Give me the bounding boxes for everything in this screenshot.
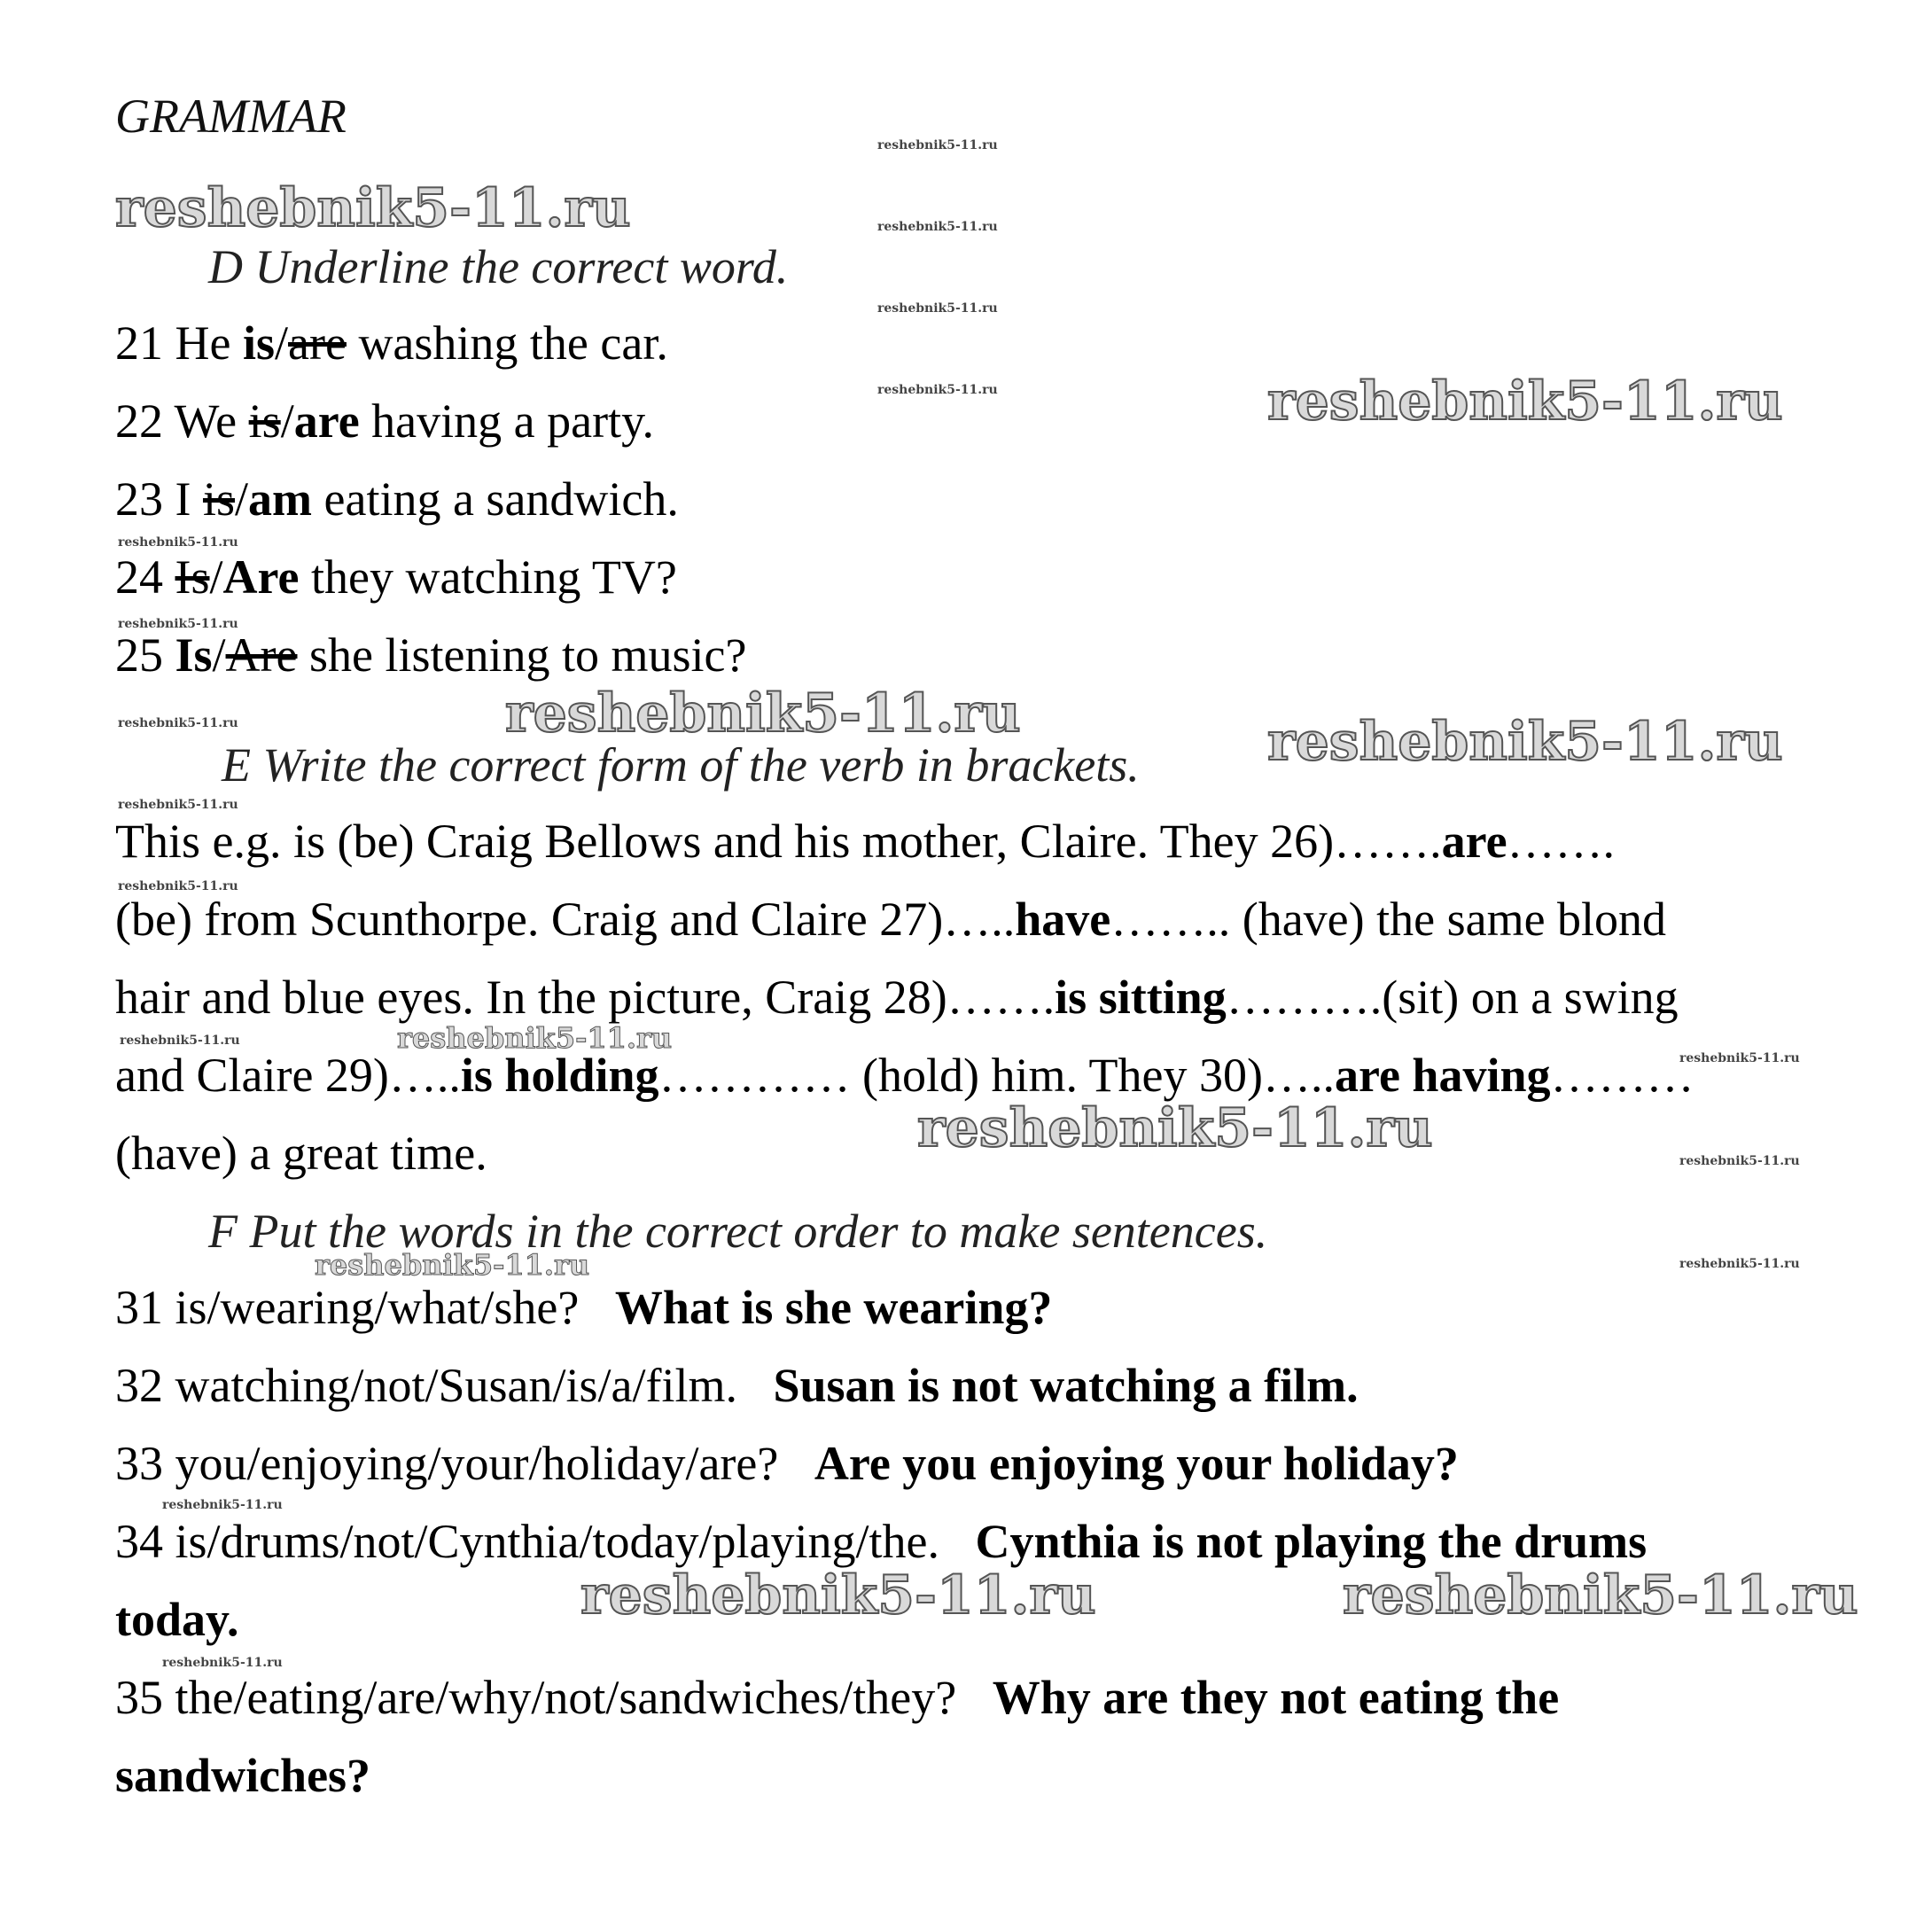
- page-title: GRAMMAR: [115, 90, 347, 143]
- item-number: 24: [115, 550, 163, 604]
- text-run: This e.g. is (be) Craig Bellows and his mother, Claire. They 26)…….: [115, 815, 1442, 868]
- watermark: reshebnik5-11.ru: [580, 1564, 1096, 1626]
- watermark: reshebnik5-11.ru: [877, 301, 998, 316]
- paragraph-line: [115, 1049, 1694, 1102]
- watermark: reshebnik5-11.ru: [118, 617, 238, 631]
- watermark: reshebnik5-11.ru: [315, 1248, 590, 1282]
- watermark: reshebnik5-11.ru: [118, 716, 238, 730]
- paragraph-line: [115, 893, 1667, 946]
- text-run: and Claire 29)…..: [115, 1049, 461, 1102]
- item-prefix: We: [174, 394, 238, 448]
- answer-text: are having: [1334, 1049, 1551, 1102]
- answer-text: have: [1015, 893, 1111, 946]
- option-separator: /: [235, 472, 249, 526]
- watermark: reshebnik5-11.ru: [1267, 711, 1783, 773]
- correct-option: are: [293, 394, 360, 448]
- correct-option: Is: [175, 628, 213, 682]
- section-e-instruction: E Write the correct form of the verb in brackets.: [222, 738, 1140, 792]
- answer-text: is holding: [460, 1049, 659, 1102]
- watermark: reshebnik5-11.ru: [505, 683, 1021, 745]
- watermark: reshebnik5-11.ru: [877, 138, 998, 152]
- watermark: reshebnik5-11.ru: [397, 1021, 673, 1055]
- question-text: 33 you/enjoying/your/holiday/are?: [115, 1437, 779, 1490]
- question-text: 34 is/drums/not/Cynthia/today/playing/the.: [115, 1515, 939, 1568]
- item-rest: she listening to music?: [309, 628, 747, 682]
- answer-text: today.: [115, 1593, 239, 1646]
- text-run: ……….(sit) on a swing: [1226, 971, 1679, 1024]
- answer-text: is sitting: [1055, 971, 1227, 1024]
- text-run: …….: [1507, 815, 1616, 868]
- watermark: reshebnik5-11.ru: [162, 1656, 283, 1670]
- answer-text: Are you enjoying your holiday?: [814, 1437, 1459, 1490]
- correct-option: am: [248, 472, 313, 526]
- watermark: reshebnik5-11.ru: [115, 177, 631, 239]
- wrong-option: is: [248, 394, 281, 448]
- list-item: [115, 1359, 1359, 1412]
- answer-text: sandwiches?: [115, 1749, 371, 1802]
- answer-text: Why are they not eating the: [992, 1671, 1560, 1724]
- item-rest: they watching TV?: [310, 550, 677, 604]
- watermark: reshebnik5-11.ru: [1343, 1564, 1858, 1626]
- watermark: reshebnik5-11.ru: [877, 383, 998, 397]
- answer-text: Susan is not watching a film.: [773, 1359, 1359, 1412]
- watermark: reshebnik5-11.ru: [118, 879, 238, 893]
- list-item: [115, 472, 679, 526]
- option-separator: /: [280, 394, 294, 448]
- watermark: reshebnik5-11.ru: [1679, 1257, 1800, 1271]
- question-text: 31 is/wearing/what/she?: [115, 1281, 580, 1334]
- item-rest: eating a sandwich.: [323, 472, 679, 526]
- option-separator: /: [209, 550, 223, 604]
- answer-text: Cynthia is not playing the drums: [975, 1515, 1648, 1568]
- text-run: ………: [1550, 1049, 1694, 1102]
- list-item: [115, 1281, 1053, 1334]
- item-rest: having a party.: [371, 394, 655, 448]
- item-number: 21: [115, 316, 163, 370]
- answer-text: are: [1441, 815, 1507, 868]
- list-item: [115, 1437, 1459, 1490]
- correct-option: is: [242, 316, 275, 370]
- list-item: [115, 1671, 1560, 1724]
- watermark: reshebnik5-11.ru: [917, 1097, 1433, 1159]
- correct-option: Are: [222, 550, 300, 604]
- list-item: [115, 550, 677, 604]
- answer-continuation: [115, 1593, 239, 1646]
- question-text: 32 watching/not/Susan/is/a/film.: [115, 1359, 737, 1412]
- item-rest: washing the car.: [358, 316, 668, 370]
- list-item: [115, 394, 655, 448]
- wrong-option: is: [202, 472, 236, 526]
- list-item: [115, 1515, 1648, 1568]
- watermark: reshebnik5-11.ru: [1267, 371, 1783, 433]
- answer-text: What is she wearing?: [614, 1281, 1053, 1334]
- item-number: 25: [115, 628, 163, 682]
- section-d-instruction: D Underline the correct word.: [208, 240, 789, 293]
- watermark: reshebnik5-11.ru: [1679, 1154, 1800, 1168]
- watermark: reshebnik5-11.ru: [162, 1498, 283, 1512]
- wrong-option: are: [288, 316, 347, 370]
- list-item: [115, 628, 747, 682]
- option-separator: /: [212, 628, 226, 682]
- text-run: ………… (hold) him. They 30)…..: [658, 1049, 1335, 1102]
- section-f-instruction: F Put the words in the correct order to make sentences.: [208, 1205, 1268, 1258]
- watermark: reshebnik5-11.ru: [120, 1034, 240, 1048]
- watermark: reshebnik5-11.ru: [118, 535, 238, 550]
- question-text: 35 the/eating/are/why/not/sandwiches/they?: [115, 1671, 957, 1724]
- item-prefix: He: [175, 316, 231, 370]
- watermark: reshebnik5-11.ru: [118, 798, 238, 812]
- list-item: [115, 316, 668, 370]
- item-number: 23: [115, 472, 163, 526]
- item-number: 22: [115, 394, 163, 448]
- text-run: (have) a great time.: [115, 1127, 487, 1180]
- text-run: hair and blue eyes. In the picture, Craig 28)…….: [115, 971, 1056, 1024]
- watermark: reshebnik5-11.ru: [1679, 1051, 1800, 1065]
- text-run: (be) from Scunthorpe. Craig and Claire 27)…..: [115, 893, 1016, 946]
- paragraph-line: [115, 815, 1616, 868]
- option-separator: /: [275, 316, 289, 370]
- watermark: reshebnik5-11.ru: [877, 220, 998, 234]
- paragraph-line: [115, 971, 1679, 1024]
- item-prefix: I: [175, 472, 191, 526]
- wrong-option: Are: [225, 628, 298, 682]
- text-run: …….. (have) the same blond: [1110, 893, 1667, 946]
- paragraph-line: [115, 1127, 487, 1180]
- answer-continuation: [115, 1749, 371, 1802]
- wrong-option: Is: [175, 550, 210, 604]
